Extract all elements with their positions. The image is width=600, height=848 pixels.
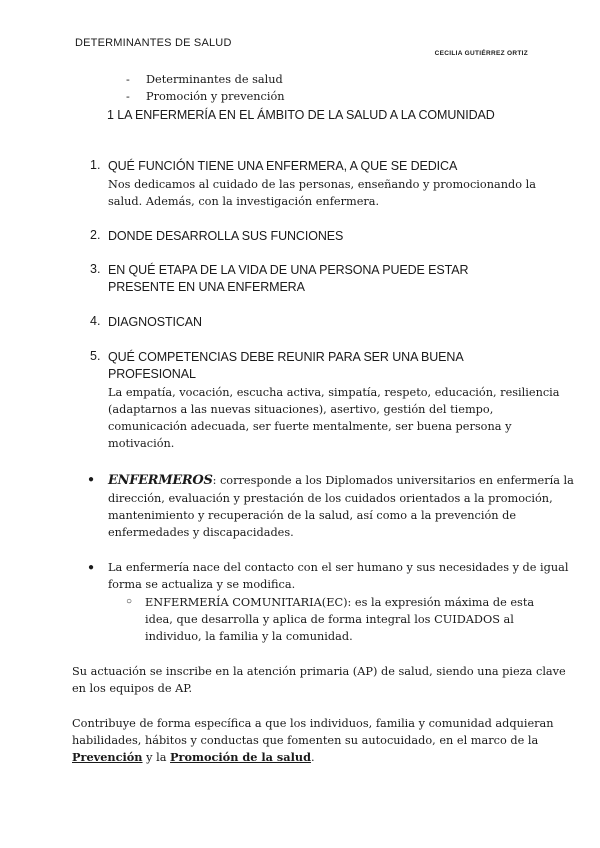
sub-bullet-line: individuo, la familia y la comunidad. [145,630,353,643]
paragraph-line: en los equipos de AP. [72,682,193,695]
bullet-line: dirección, evaluación y prestación de los cuidados orientados a la promoción, [108,492,553,505]
bullet-icon: ● [88,562,95,573]
paragraph-line: Prevención y la Promoción de la salud. [72,750,315,764]
question-number: 4. [90,314,101,328]
author-name: CECILIA GUTIÉRREZ ORTIZ [434,50,528,57]
question-number: 5. [90,349,101,363]
bullet-line: La enfermería nace del contacto con el ser humano y sus necesidades y de igual [108,561,569,574]
question-heading: QUÉ COMPETENCIAS DEBE REUNIR PARA SER UNA BUENA [108,350,464,364]
bullet-icon: ● [88,474,95,485]
bullet-line: enfermedades y discapacidades. [108,526,294,539]
answer-line: La empatía, vocación, escucha activa, simpatía, respeto, educación, resiliencia [108,386,560,399]
question-heading: DIAGNOSTICAN [108,315,202,329]
question-heading: DONDE DESARROLLA SUS FUNCIONES [108,229,344,243]
answer-line: Nos dedicamos al cuidado de las personas, enseñando y promocionando la [108,178,536,191]
promocion-link: Promoción de la salud [170,750,312,764]
sub-bullet-line: ENFERMERÍA COMUNITARIA(EC): es la expresión máxima de esta [145,596,535,609]
bullet-line: forma se actualiza y se modifica. [108,578,296,591]
question-number: 3. [90,262,101,276]
question-heading: EN QUÉ ETAPA DE LA VIDA DE UNA PERSONA PUEDE ESTAR [108,263,469,277]
hollow-bullet-icon: ○ [126,596,133,607]
answer-line: salud. Además, con la investigación enfermera. [108,195,380,208]
paragraph-line: habilidades, hábitos y conductas que fomenten su autocuidado, en el marco de la [72,734,539,747]
list-item: - Promoción y prevención [126,90,285,103]
paragraph-line: Contribuye de forma específica a que los individuos, familia y comunidad adquieran [72,717,554,730]
sub-bullet-line: idea, que desarrolla y aplica de forma integral los CUIDADOS al [145,613,514,626]
answer-line: (adaptarnos a las nuevas situaciones), asertivo, gestión del tiempo, [108,403,494,416]
bullet-line: ENFERMEROS: corresponde a los Diplomados universitarios en enfermería la [108,473,574,488]
answer-line: motivación. [108,437,175,450]
question-number: 1. [90,158,101,172]
dash-icon: - [126,90,130,103]
prevencion-link: Prevención [72,750,143,764]
term-enfermeros: ENFERMEROS [108,473,213,488]
dash-icon: - [126,73,130,86]
bullet-line: mantenimiento y recuperación de la salud, así como a la prevención de [108,509,517,522]
section-title: 1 LA ENFERMERÍA EN EL ÁMBITO DE LA SALUD A LA COMUNIDAD [107,108,495,122]
paragraph-line: Su actuación se inscribe en la atención primaria (AP) de salud, siendo una pieza clave [72,665,566,678]
question-heading: QUÉ FUNCIÓN TIENE UNA ENFERMERA, A QUE SE DEDICA [108,159,458,173]
question-number: 2. [90,228,101,242]
question-heading: PRESENTE EN UNA ENFERMERA [108,280,305,294]
question-heading: PROFESIONAL [108,367,196,381]
document-title: DETERMINANTES DE SALUD [75,37,232,49]
list-item: - Determinantes de salud [126,73,283,86]
answer-line: comunicación adecuada, ser fuerte mentalmente, ser buena persona y [108,420,512,433]
